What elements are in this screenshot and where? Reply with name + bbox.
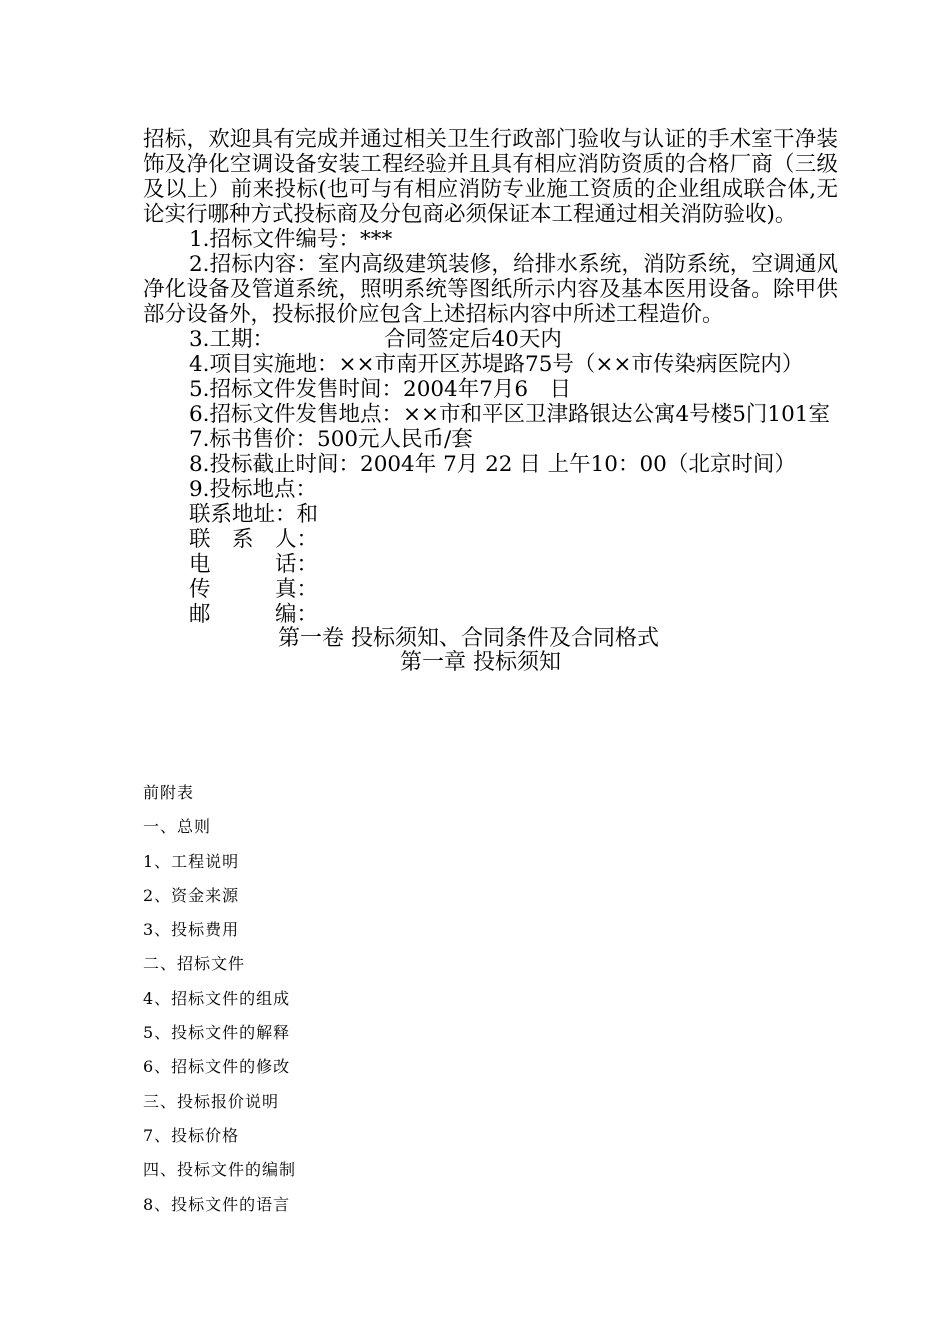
contact-fax xyxy=(143,577,838,602)
contact-person xyxy=(143,527,838,552)
period-value: 合同签定后40天内 xyxy=(384,327,562,352)
contact-fax-label: 传 真： xyxy=(189,577,319,602)
toc-item: 前附表 xyxy=(143,783,195,802)
scope-item: 2.招标内容：室内高级建筑装修，给排水系统，消防系统，空调通风净化设备及管道系统，照明系统等图纸所示内容及基本医用设备。除甲供部分设备外，投标报价应包含上述招标内容中所述工程造价。 xyxy=(143,252,838,327)
chapter-heading: 第一章 投标须知 xyxy=(400,650,561,675)
toc-section: 四、投标文件的编制 xyxy=(143,1160,297,1180)
toc-section: 一、总则 xyxy=(143,817,212,837)
intro-paragraph: 招标，欢迎具有完成并通过相关卫生行政部门验收与认证的手术室干净装饰及净化空调设备安装工程经验并且具有相应消防资质的合格厂商（三级及以上）前来投标(也可与有相应消防专业施工资质的企业组成联合体,无论实行哪种方式投标商及分包商必须保证本工程通过相关消防验收)。 xyxy=(143,127,838,227)
volume-heading: 第一卷 投标须知、合同条件及合同格式 xyxy=(278,626,659,651)
contact-phone xyxy=(143,552,838,577)
toc-item: 3、投标费用 xyxy=(143,920,240,940)
toc-item: 5、投标文件的解释 xyxy=(143,1023,291,1043)
contact-postcode xyxy=(143,602,838,627)
toc-item: 7、投标价格 xyxy=(143,1125,240,1145)
price-item: 7.标书售价：500元人民币/套 xyxy=(189,427,473,452)
deadline-item: 8.投标截止时间：2004年 7月 22 日 上午10：00（北京时间） xyxy=(189,452,796,477)
period-item xyxy=(143,327,838,352)
contact-postcode-label: 邮 编： xyxy=(189,602,319,627)
bid-place-item: 9.投标地点： xyxy=(189,477,318,502)
toc-item: 4、招标文件的组成 xyxy=(143,988,291,1008)
location-item: 4.项目实施地：××市南开区苏堤路75号（××市传染病医院内） xyxy=(189,352,804,377)
contact-person-label: 联 系 人： xyxy=(189,527,319,552)
tender-notice-body xyxy=(143,127,838,675)
contact-address-text: 联系地址：和 xyxy=(189,502,319,527)
toc-item: 6、招标文件的修改 xyxy=(143,1057,291,1077)
table-of-contents xyxy=(143,776,296,1222)
contact-address xyxy=(143,502,838,527)
sale-time-item: 5.招标文件发售时间：2004年7月6 日 xyxy=(189,377,572,402)
contact-phone-label: 电 话： xyxy=(189,552,319,577)
toc-section: 二、招标文件 xyxy=(143,954,246,974)
period-label: 3.工期： xyxy=(189,327,275,352)
toc-item: 2、资金来源 xyxy=(143,885,240,905)
toc-section: 三、投标报价说明 xyxy=(143,1091,280,1111)
toc-item: 8、投标文件的语言 xyxy=(143,1194,291,1214)
sale-place-item: 6.招标文件发售地点：××市和平区卫津路银达公寓4号楼5门101室 xyxy=(189,402,830,427)
toc-item: 1、工程说明 xyxy=(143,851,240,871)
doc-number-item: 1.招标文件编号：*** xyxy=(189,227,393,252)
